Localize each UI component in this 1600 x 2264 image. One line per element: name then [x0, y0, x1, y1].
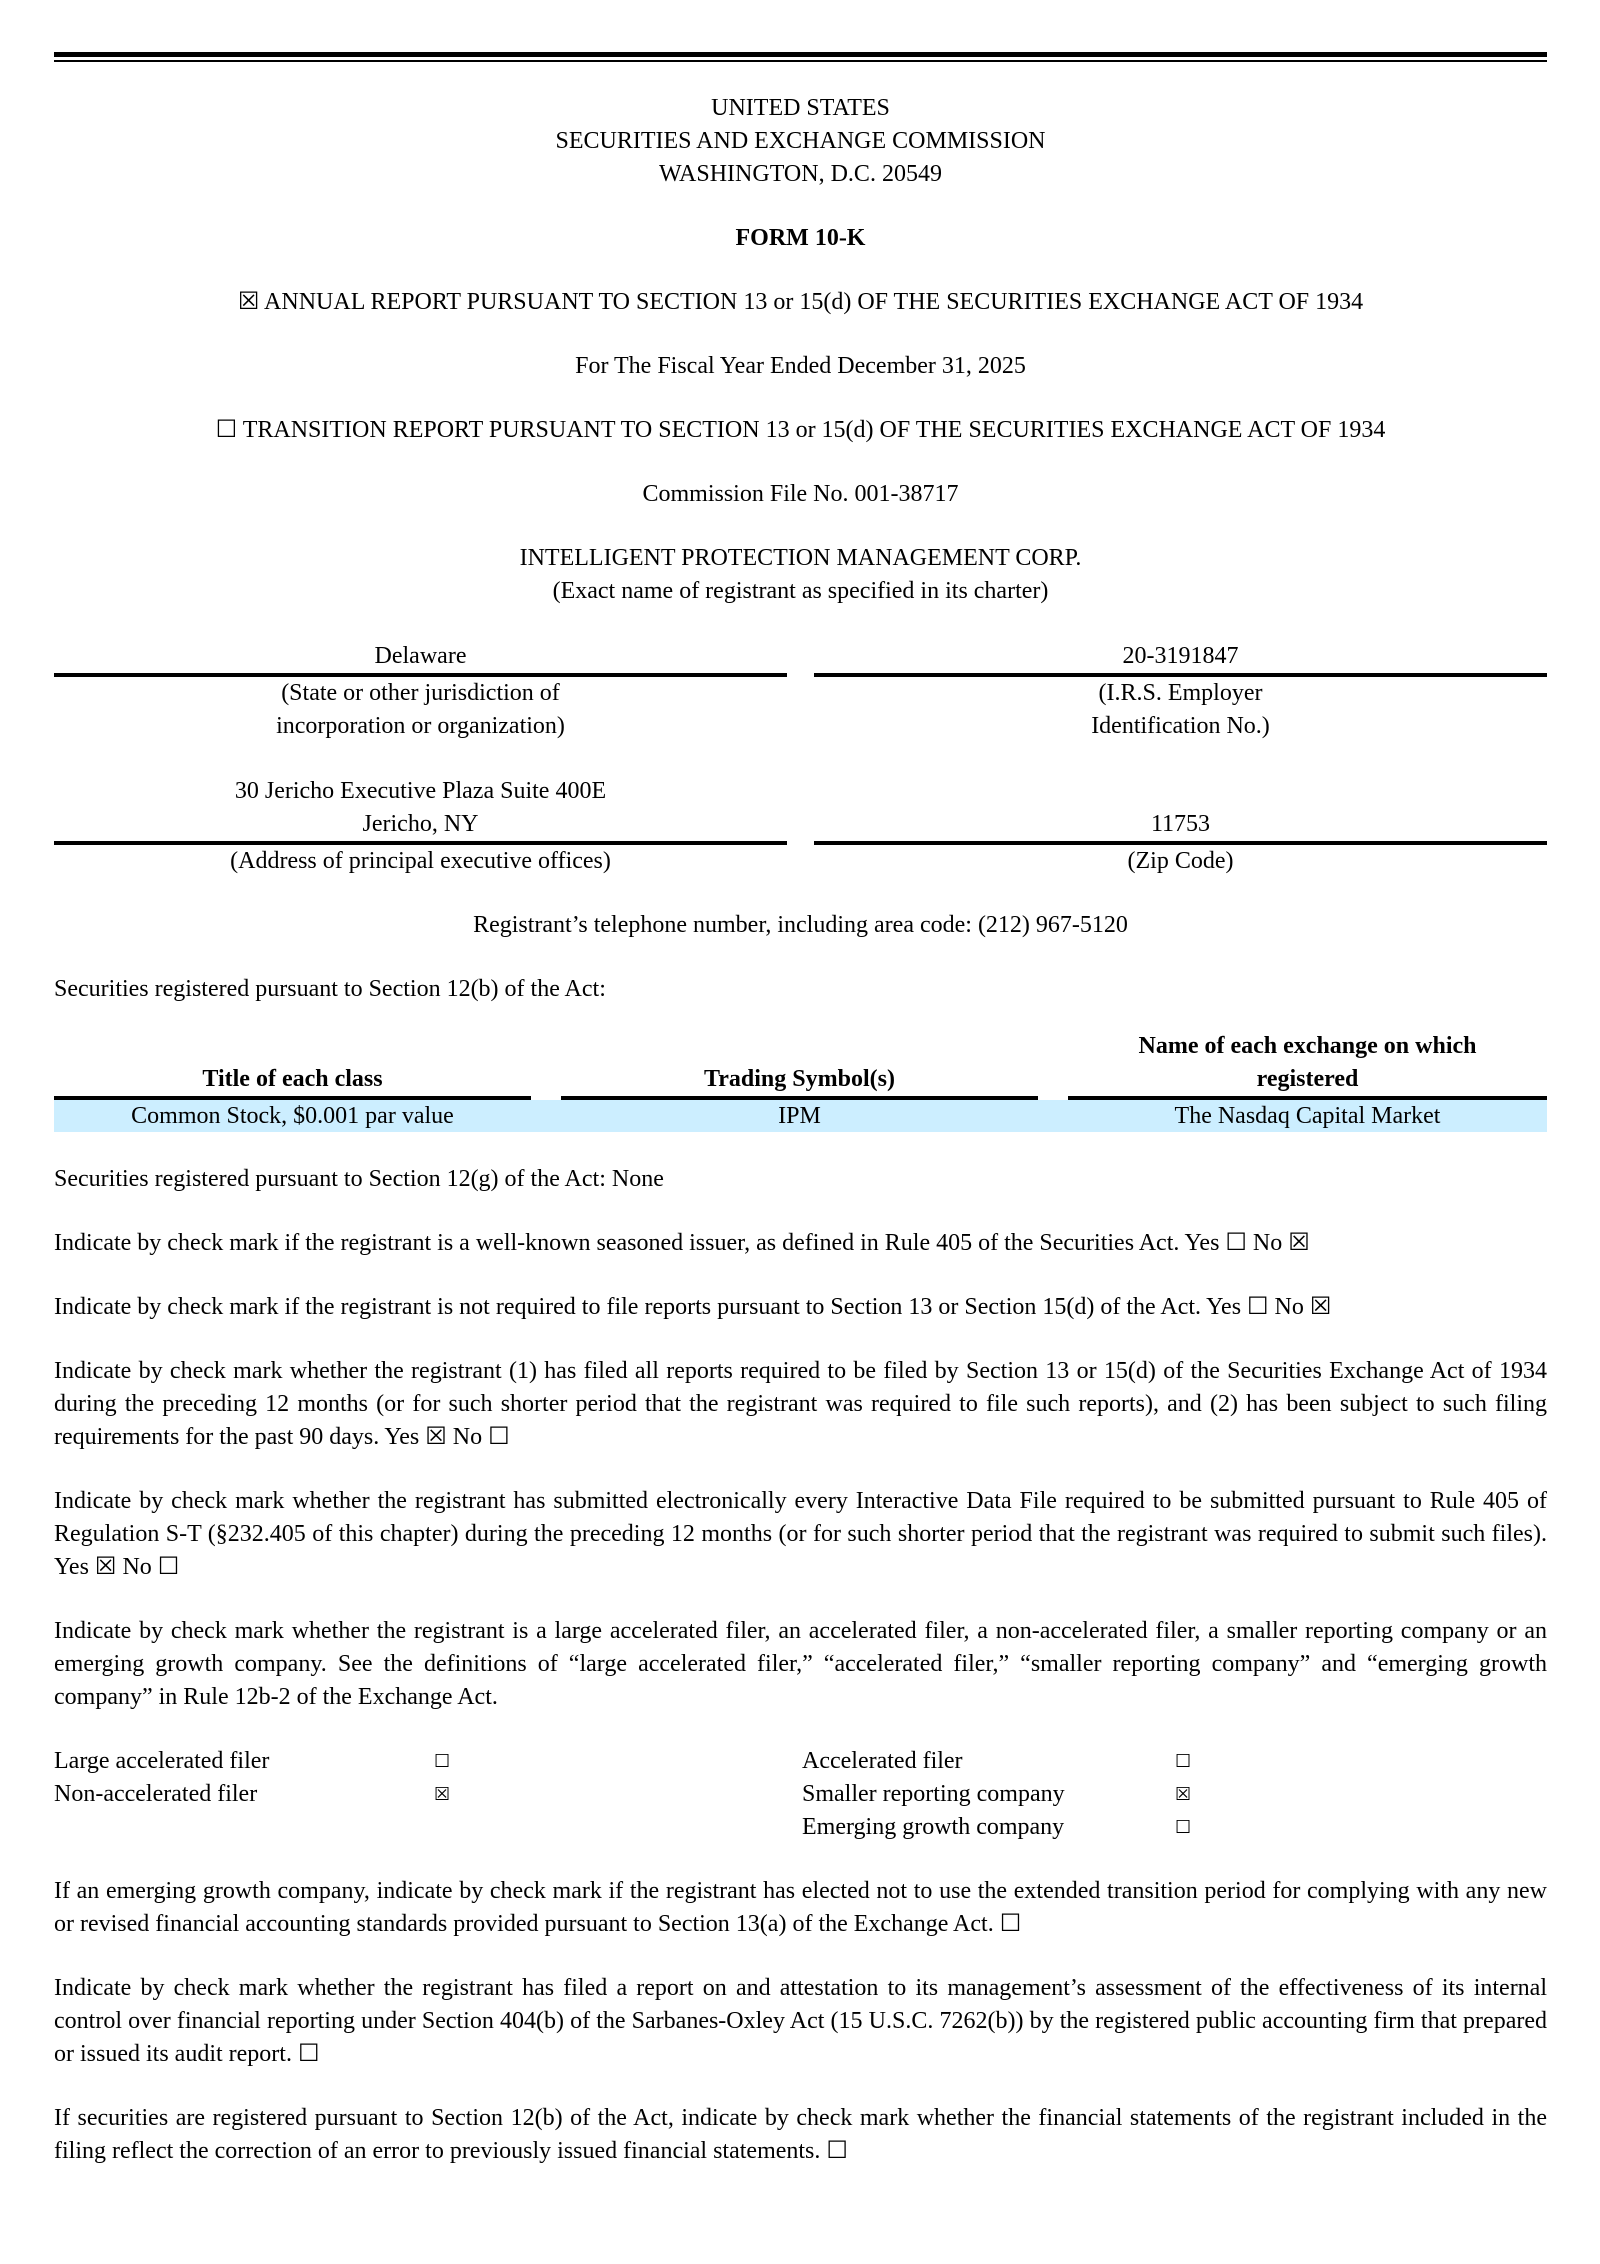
agency-header	[54, 92, 1547, 191]
annual-report-line: ☒ ANNUAL REPORT PURSUANT TO SECTION 13 or 15(d) OF THE SECURITIES EXCHANGE ACT OF 1934	[237, 289, 1364, 315]
fiscal-year-line: For The Fiscal Year Ended December 31, 2025	[575, 353, 1026, 379]
telephone-line: Registrant’s telephone number, including area code: (212) 967-5120	[473, 912, 1128, 938]
top-rule-thin	[54, 60, 1547, 62]
securities-table-header	[54, 1030, 1547, 1100]
icfr-paragraph: Indicate by check mark whether the registrant has filed a report on and attestation to its management’s assessment of the effectiveness of its internal control over financial reporting under Section 404(b) of the Sarbanes-Oxley Act (15 U.S.C. 7262(b)) by the registered public accounting firm that prepared or issued its audit report. ☐	[54, 1975, 1547, 2067]
ein-caption-1: (I.R.S. Employer	[1098, 680, 1263, 706]
non-accelerated-checkbox: ☒	[434, 1784, 451, 1805]
interactive-data-paragraph: Indicate by check mark whether the registrant has submitted electronically every Interactive Data File required to be submitted pursuant to Rule 405 of Regulation S-T (§232.405 of this chapter) during the preceding 12 months (or for such shorter period that the registrant was required to submit such files). Yes ☒ No ☐	[54, 1488, 1547, 1580]
jurisdiction-ein-row	[54, 640, 1547, 743]
header-line-2: SECURITIES AND EXCHANGE COMMISSION	[555, 128, 1046, 154]
ein-value: 20-3191847	[814, 640, 1547, 677]
section-12g-line: Securities registered pursuant to Section 12(g) of the Act: None	[54, 1166, 664, 1192]
registrant-name-block	[54, 542, 1547, 608]
jurisdiction-cell	[54, 640, 787, 743]
cell-trading-symbol: IPM	[561, 1100, 1038, 1132]
header-trading-symbol: Trading Symbol(s)	[561, 1030, 1038, 1100]
header-line-1: UNITED STATES	[711, 95, 890, 121]
address-zip-row	[54, 775, 1547, 878]
address-line-1: 30 Jericho Executive Plaza Suite 400E	[234, 778, 607, 804]
top-rule	[54, 52, 1547, 57]
large-accelerated-label: Large accelerated filer	[54, 1748, 270, 1774]
emerging-growth-label: Emerging growth company	[802, 1814, 1065, 1840]
filer-status-paragraph: Indicate by check mark whether the registrant is a large accelerated filer, an accelerated filer, a non-accelerated filer, a smaller reporting company or an emerging growth company. See the definitions of “large accelerated filer,” “accelerated filer,” “smaller reporting company” and “emerging growth company” in Rule 12b-2 of the Exchange Act.	[54, 1618, 1547, 1710]
ein-cell	[814, 640, 1547, 743]
filer-status-grid	[54, 1745, 1547, 1844]
emerging-growth-checkbox: ☐	[1175, 1817, 1192, 1838]
zip-caption: (Zip Code)	[1127, 848, 1234, 874]
registrant-name: INTELLIGENT PROTECTION MANAGEMENT CORP.	[519, 545, 1082, 571]
smaller-reporting-checkbox: ☒	[1175, 1784, 1192, 1805]
commission-file-line: Commission File No. 001-38717	[642, 481, 959, 507]
accelerated-label: Accelerated filer	[802, 1748, 963, 1774]
cell-title-of-class: Common Stock, $0.001 par value	[54, 1100, 531, 1132]
ein-caption-2: Identification No.)	[1091, 713, 1270, 739]
zip-code: 11753	[1150, 811, 1211, 837]
transition-report-line: ☐ TRANSITION REPORT PURSUANT TO SECTION 13 or 15(d) OF THE SECURITIES EXCHANGE ACT OF 1934	[215, 417, 1386, 443]
form-title: FORM 10-K	[735, 225, 866, 251]
registrant-name-caption: (Exact name of registrant as specified in its charter)	[552, 578, 1049, 604]
large-accelerated-checkbox: ☐	[434, 1751, 451, 1772]
cell-exchange-name: The Nasdaq Capital Market	[1068, 1100, 1547, 1132]
address-caption: (Address of principal executive offices)	[230, 848, 611, 874]
state-caption-2: incorporation or organization)	[276, 713, 565, 739]
non-accelerated-label: Non-accelerated filer	[54, 1781, 258, 1807]
header-line-3: WASHINGTON, D.C. 20549	[659, 161, 942, 187]
filed-reports-paragraph: Indicate by check mark whether the registrant (1) has filed all reports required to be filed by Section 13 or 15(d) of the Securities Exchange Act of 1934 during the preceding 12 months (or for such shorter period that the registrant was required to file such reports), and (2) has been subject to such filing requirements for the past 90 days. Yes ☒ No ☐	[54, 1358, 1547, 1450]
cover-content	[54, 92, 1547, 2168]
table-row	[54, 1100, 1547, 1132]
state-caption-1: (State or other jurisdiction of	[281, 680, 560, 706]
section-12b-line: Securities registered pursuant to Section 12(b) of the Act:	[54, 976, 606, 1002]
address-value	[54, 775, 787, 845]
address-cell	[54, 775, 787, 878]
zip-value	[814, 775, 1547, 845]
wksi-paragraph: Indicate by check mark if the registrant is a well-known seasoned issuer, as defined in Rule 405 of the Securities Act. Yes ☐ No ☒	[54, 1230, 1310, 1256]
egc-transition-paragraph: If an emerging growth company, indicate by check mark if the registrant has elected not to use the extended transition period for complying with any new or revised financial accounting standards provided pursuant to Section 13(a) of the Exchange Act. ☐	[54, 1878, 1547, 1937]
header-exchange-name: Name of each exchange on which registered	[1068, 1030, 1547, 1100]
state-value: Delaware	[54, 640, 787, 677]
securities-table	[54, 1030, 1547, 1132]
error-correction-paragraph: If securities are registered pursuant to Section 12(b) of the Act, indicate by check mark whether the financial statements of the registrant included in the filing reflect the correction of an error to previously issued financial statements. ☐	[54, 2105, 1547, 2164]
address-line-2: Jericho, NY	[362, 811, 479, 837]
header-title-of-class: Title of each class	[54, 1030, 531, 1100]
zip-cell	[814, 775, 1547, 878]
smaller-reporting-label: Smaller reporting company	[802, 1781, 1065, 1807]
not-required-paragraph: Indicate by check mark if the registrant is not required to file reports pursuant to Section 13 or Section 15(d) of the Act. Yes ☐ No ☒	[54, 1294, 1332, 1320]
accelerated-checkbox: ☐	[1175, 1751, 1192, 1772]
